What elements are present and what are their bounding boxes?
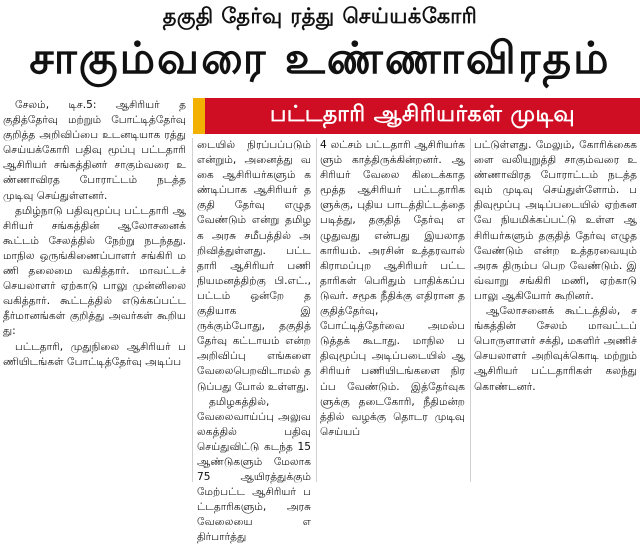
column-1-paragraph-3: பட்டதாரி, முதுநிலை ஆசிரியர் பணியிடங்கள் போட்டித்தேர்வு அடிப்ப	[3, 340, 186, 368]
article-column-1	[3, 98, 186, 482]
column-1-paragraph-1: சேலம், டிச.5: ஆசிரியர் தகுதித்தேர்வு மற்றும் போட்டித்தேர்வு குறித்த அறிவிப்பை உடனடியாக ரத்து செய்யக்கோரி பதிவு மூப்பு பட்டதாரி ஆசிரியர் சங்கத்தினர் சாகும்வரை உண்ணாவிரத போராட்டம் நடத்த முடிவு செய்துள்ளனர்.	[3, 99, 186, 202]
column-1-paragraph-2: தமிழ்நாடு பதிவுமூப்பு பட்டதாரி ஆசிரியர் சங்கத்தின் ஆலோசனைக் கூட்டம் சேலத்தில் நேற்று நடந்தது. மாநில ஒருங்கிணைப்பாளர் சங்கிரி மணி தலைமை வகித்தார். மாவட்டச் செயலாளர் ஏற்காடு பாலு முன்னிலை வகித்தார். கூட்டத்தில் எடுக்கப்பட்ட தீர்மானங்கள் குறித்து அவர்கள் கூறியது:	[3, 204, 186, 338]
column-divider	[470, 138, 471, 482]
kicker-headline: தகுதி தேர்வு ரத்து செய்யக்கோரி	[162, 3, 478, 28]
article-column-2	[197, 138, 311, 544]
column-divider	[192, 138, 193, 482]
subheadline-band	[193, 98, 640, 134]
subheadline-accent-bar	[193, 98, 205, 134]
column-2-paragraph-1: டையில் நிரப்பப்படும் என்றும், அனைத்து வகை ஆசிரியர்களும் கண்டிப்பாக ஆசிரியர் தகுதி தேர்வு எழுத வேண்டும் என்று தமிழக அரசு சமீபத்தில் அறிவித்துள்ளது. பட்டதாரி ஆசிரியர் பணி நியமனத்திற்கு பி.எட்., பட்டம் ஒன்றே தகுதியாக இருக்கும்போது, தகுதித் தேர்வு கட்டாயம் என்ற அறிவிப்பு எங்களை வேலைபெறவிடாமல் தடுப்பது போல் உள்ளது.	[197, 139, 311, 393]
column-3-paragraph-1: 4 லட்சம் பட்டதாரி ஆசிரியர்களும் காத்திருக்கின்றனர். ஆசிரியர் வேலை கிடைக்காத மூத்த ஆசிரியர் பட்டதாரிகளுக்கு, புதிய பாடத்திட்டத்தை படித்து, தகுதித் தேர்வு எழுதுவது என்பது இயலாத காரியம். அரசின் உத்தரவால் கிராமப்புற ஆசிரியர் பட்டதாரிகள் பெரிதும் பாதிக்கப்படுவர். சமூக நீதிக்கு எதிரான தகுதித்தேர்வு, போட்டித்தேர்வை அமல்படுத்தக் கூடாது. மாநில பதிவுமூப்பு அடிப்படையில் ஆசிரியர் பணியிடங்களை நிரப்ப வேண்டும். இத்தேர்வுகளுக்கு தடைகோரி, நீதிமன்றத்தில் வழக்கு தொடர முடிவு செய்யப்	[320, 139, 465, 438]
article-column-3	[320, 138, 465, 482]
subheadline: பட்டதாரி ஆசிரியர்கள் முடிவு	[269, 102, 576, 127]
column-4-paragraph-1: பட்டுள்ளது. மேலும், கோரிக்கைகளை வலியுறுத்தி சாகும்வரை உண்ணாவிரத போராட்டம் நடத்தவும் முடிவு செய்துள்ளோம். பதிவுமூப்பு அடிப்படையில் ஏற்கனவே நியமிக்கப்பட்டு உள்ள ஆசிரியர்களும் தகுதித் தேர்வு எழுத வேண்டும் என்ற உத்தரவையும் அரசு திரும்ப பெற வேண்டும். இவ்வாறு சங்கிரி மணி, ஏற்காடு பாலு ஆகியோர் கூறினர்.	[474, 139, 637, 302]
column-2-paragraph-2: தமிழகத்தில், வேலைவாய்ப்பு அலுவலகத்தில் பதிவு செய்துவிட்டு கடந்த 15 ஆண்டுகளும் மேலாக 75 ஆயிரத்துக்கும் மேற்பட்ட ஆசிரியர் பட்டதாரிகளும், அரசு வேலையை எதிர்பார்த்து	[197, 395, 311, 544]
article-column-4	[474, 138, 637, 482]
column-4-paragraph-2: ஆலோசனைக் கூட்டத்தில், சங்கத்தின் சேலம் மாவட்டப் பொருளாளர் சக்தி, மகளிர் அணிச் செயலாளர் அறிவுக்கொடி மற்றும் ஆசிரியர் பட்டதாரிகள் கலந்து கொண்டனர்.	[474, 305, 637, 393]
main-headline: சாகும்வரை உண்ணாவிரதம்	[29, 32, 611, 84]
column-divider	[316, 138, 317, 482]
